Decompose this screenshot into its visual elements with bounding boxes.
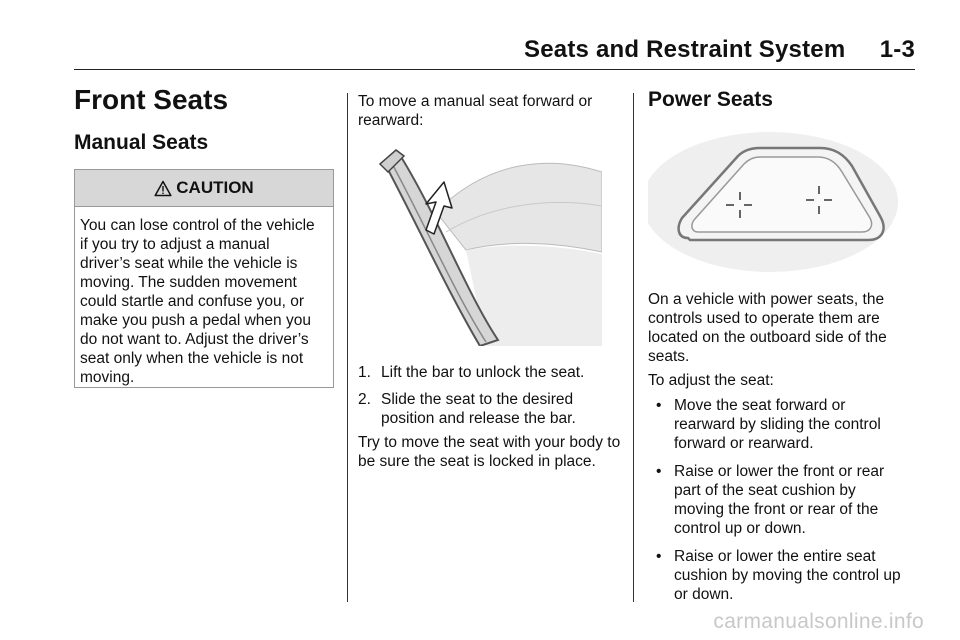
- step-text: Lift the bar to unlock the seat.: [381, 364, 585, 381]
- step-text: Slide the seat to the desired position and release the bar.: [381, 391, 576, 427]
- bullet-item: [648, 396, 910, 453]
- step-item: [358, 363, 630, 382]
- column-divider-1: [347, 93, 348, 602]
- heading-power-seats: Power Seats: [648, 88, 773, 111]
- watermark: carmanualsonline.info: [713, 610, 924, 633]
- caution-label: CAUTION: [176, 178, 254, 197]
- bullet-text: Raise or lower the entire seat cushion by moving the control up or down.: [674, 548, 901, 603]
- section-title: Seats and Restraint System 1-3: [524, 36, 915, 63]
- step-number: 2.: [358, 391, 371, 408]
- adjust-seat-label: To adjust the seat:: [648, 372, 774, 389]
- manual-seat-steps: [358, 363, 630, 436]
- power-seat-control-illustration: [648, 120, 908, 280]
- column-divider-2: [633, 93, 634, 602]
- power-seat-intro: On a vehicle with power seats, the controls used to operate them are located on the outboard side of the seats.: [648, 291, 887, 365]
- bullet-text: Move the seat forward or rearward by sliding the control forward or rearward.: [674, 397, 881, 452]
- bullet-icon: •: [656, 463, 662, 480]
- header-rule: [74, 69, 915, 70]
- caution-box: [74, 169, 334, 388]
- bullet-item: [648, 462, 910, 538]
- bullet-item: [648, 547, 910, 604]
- caution-text: You can lose control of the vehicle if you try to adjust a manual driver’s seat while the vehicle is moving. The sudden movement could startle and confuse you, or make you push a pedal when you do not want to. Adjust the driver’s seat only when the vehicle is not moving.: [80, 217, 315, 386]
- manual-seat-intro: To move a manual seat forward or rearward:: [358, 93, 593, 129]
- manual-seat-closing: Try to move the seat with your body to be sure the seat is locked in place.: [358, 434, 621, 470]
- step-number: 1.: [358, 364, 371, 381]
- heading-manual-seats: Manual Seats: [74, 131, 209, 154]
- caution-icon: [154, 180, 172, 197]
- caution-header: [75, 170, 333, 207]
- bullet-text: Raise or lower the front or rear part of the seat cushion by moving the front or rear of the control up or down.: [674, 463, 885, 537]
- power-seat-bullets: [648, 396, 910, 613]
- page-header: [0, 0, 960, 72]
- manual-seat-bar-illustration: [376, 142, 602, 346]
- bullet-icon: •: [656, 397, 662, 414]
- page-heading-front-seats: Front Seats: [74, 84, 229, 115]
- step-item: [358, 390, 630, 428]
- bullet-icon: •: [656, 548, 662, 565]
